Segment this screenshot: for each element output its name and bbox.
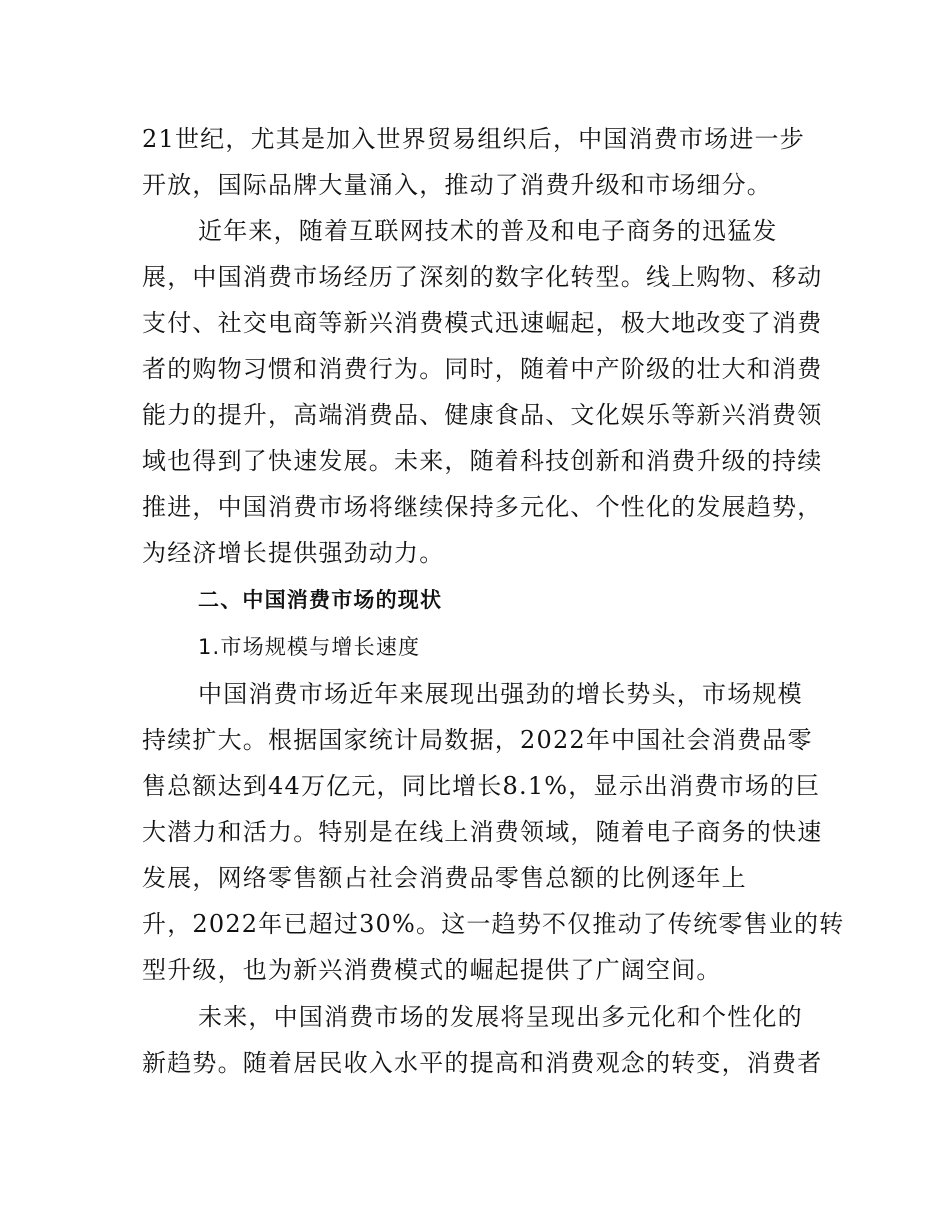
- paragraph-digital-transformation: [142, 208, 823, 576]
- text-line: 售总额达到44万亿元，同比增长8.1%，显示出消费市场的巨: [142, 772, 821, 800]
- text-line: 新趋势。随着居民收入水平的提高和消费观念的转变，消费者: [142, 1049, 823, 1077]
- text-line: 推进，中国消费市场将继续保持多元化、个性化的发展趋势，: [142, 493, 823, 521]
- text-line: 展，中国消费市场经历了深刻的数字化转型。线上购物、移动: [142, 263, 823, 291]
- paragraph-continuation: [142, 116, 810, 208]
- text-line: 近年来，随着互联网技术的普及和电子商务的迅猛发: [198, 217, 778, 245]
- text-line: 能力的提升，高端消费品、健康食品、文化娱乐等新兴消费领: [142, 401, 823, 429]
- text-line: 大潜力和活力。特别是在线上消费领域，随着电子商务的快速: [142, 818, 823, 846]
- text-line: 发展，网络零售额占社会消费品零售总额的比例逐年上: [142, 864, 747, 892]
- text-line: 支付、社交电商等新兴消费模式迅速崛起，极大地改变了消费: [142, 309, 823, 337]
- text-line: 为经济增长提供强劲动力。: [142, 539, 445, 567]
- paragraph-future-trends: [142, 994, 823, 1086]
- text-line: 域也得到了快速发展。未来，随着科技创新和消费升级的持续: [142, 447, 823, 475]
- subsection-heading: [142, 624, 810, 670]
- text-line: 型升级，也为新兴消费模式的崛起提供了广阔空间。: [142, 956, 722, 984]
- text-line: 持续扩大。根据国家统计局数据，2022年中国社会消费品零: [142, 726, 813, 754]
- paragraph-market-size: [142, 671, 845, 993]
- text-line: 升，2022年已超过30%。这一趋势不仅推动了传统零售业的转: [142, 910, 845, 938]
- text-line: 未来，中国消费市场的发展将呈现出多元化和个性化的: [198, 1003, 803, 1031]
- text-line: 开放，国际品牌大量涌入，推动了消费升级和市场细分。: [142, 171, 772, 199]
- text-line: 中国消费市场近年来展现出强劲的增长势头，市场规模: [198, 680, 803, 708]
- section-heading: [142, 577, 810, 623]
- heading-text: 1.市场规模与增长速度: [198, 635, 421, 659]
- text-line: 者的购物习惯和消费行为。同时，随着中产阶级的壮大和消费: [142, 355, 823, 383]
- text-line: 21世纪，尤其是加入世界贸易组织后，中国消费市场进一步: [142, 125, 805, 153]
- heading-text: 二、中国消费市场的现状: [198, 588, 443, 612]
